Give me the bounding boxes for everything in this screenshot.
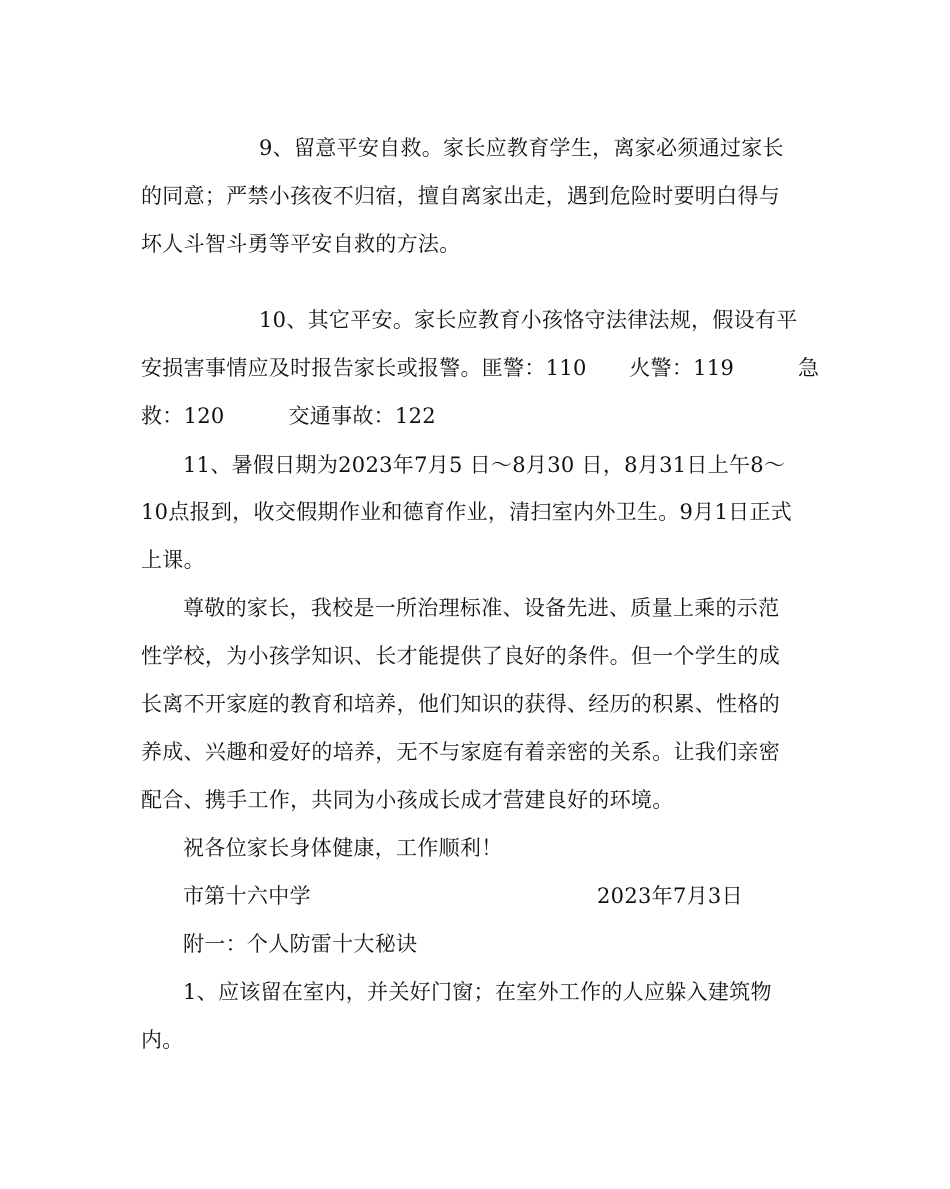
letter-paragraph-line-1: 尊敬的家长，我校是一所治理标准、设备先进、质量上乘的示范 [183, 596, 780, 620]
appendix-title: 附一：个人防雷十大秘诀 [183, 932, 418, 956]
paragraph-9-line-3: 坏人斗智斗勇等平安自救的方法。 [141, 232, 461, 256]
signature-date: 2023年7月3日 [597, 884, 743, 908]
paragraph-10-line-1: 10、其它平安。家长应教育小孩恪守法律法规，假设有平 [259, 308, 798, 332]
paragraph-9-line-2: 的同意；严禁小孩夜不归宿，擅自离家出走，遇到危险时要明白得与 [141, 184, 780, 208]
letter-paragraph-line-2: 性学校，为小孩学知识、长才能提供了良好的条件。但一个学生的成 [141, 644, 780, 668]
letter-paragraph-line-3: 长离不开家庭的教育和培养，他们知识的获得、经历的积累、性格的 [141, 692, 780, 716]
paragraph-11-line-1: 11、暑假日期为2023年7月5 日～8月30 日，8月31日上午8～ [183, 453, 786, 477]
signature-school: 市第十六中学 [183, 884, 311, 908]
paragraph-10-line-3: 救：120 交通事故：122 [141, 404, 436, 428]
appendix-item-1-line-2: 内。 [141, 1028, 184, 1052]
paragraph-11-line-2: 10点报到，收交假期作业和德育作业，清扫室内外卫生。9月1日正式 [141, 500, 793, 524]
paragraph-9-line-1: 9、留意平安自救。家长应教育学生，离家必须通过家长 [259, 136, 784, 160]
closing-wish: 祝各位家长身体健康，工作顺利！ [183, 836, 503, 860]
appendix-item-1-line-1: 1、应该留在室内，并关好门窗；在室外工作的人应躲入建筑物 [183, 980, 772, 1004]
letter-paragraph-line-4: 养成、兴趣和爱好的培养，无不与家庭有着亲密的关系。让我们亲密 [141, 740, 780, 764]
letter-paragraph-line-5: 配合、携手工作，共同为小孩成长成才营建良好的环境。 [141, 788, 674, 812]
paragraph-10-line-2: 安损害事情应及时报告家长或报警。匪警：110 火警：119 急 [141, 356, 820, 380]
paragraph-11-line-3: 上课。 [141, 548, 205, 572]
